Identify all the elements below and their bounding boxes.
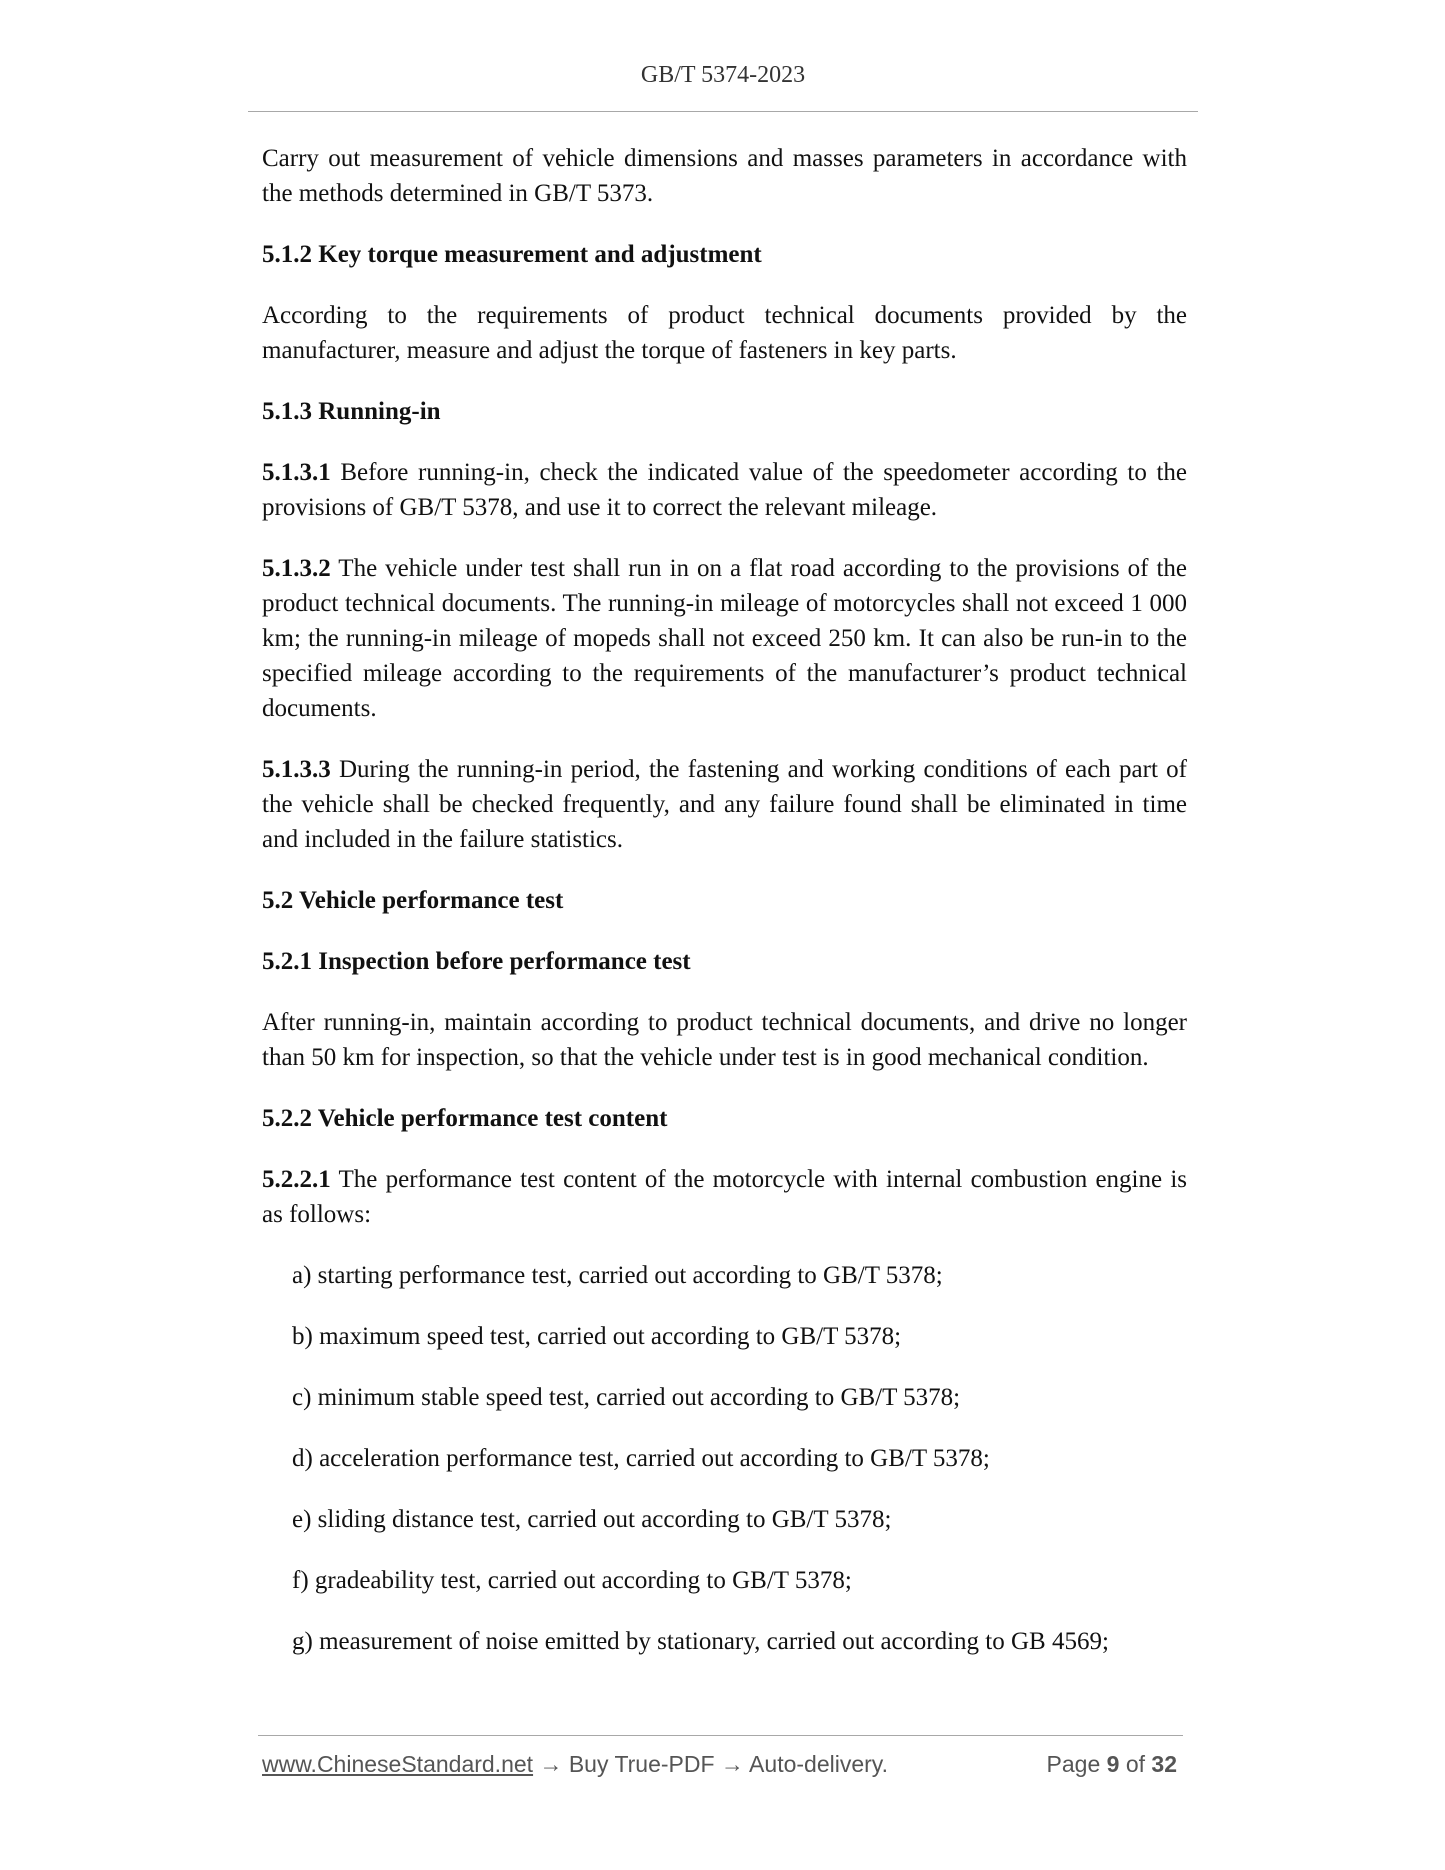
heading-5-2: 5.2 Vehicle performance test xyxy=(262,887,564,914)
clause-number: 5.1.3.3 xyxy=(262,756,331,783)
paragraph-5-1-3-3 xyxy=(262,752,1187,857)
footer-promo-text: → Buy True-PDF → Auto-delivery. xyxy=(533,1751,888,1777)
of-label: of xyxy=(1125,1751,1146,1777)
heading-5-1-3: 5.1.3 Running-in xyxy=(262,398,441,425)
list-item: e) sliding distance test, carried out according to GB/T 5378; xyxy=(292,1506,892,1533)
page-footer xyxy=(262,1751,1187,1785)
paragraph-5-2-2-1 xyxy=(262,1162,1187,1232)
page-number: 9 xyxy=(1106,1751,1120,1777)
list-item: a) starting performance test, carried out according to GB/T 5378; xyxy=(292,1262,943,1289)
page-header-title: GB/T 5374-2023 xyxy=(640,62,806,88)
heading-5-2-2: 5.2.2 Vehicle performance test content xyxy=(262,1105,668,1132)
clause-text: The vehicle under test shall run in on a flat road according to the provisions of the product technical documents. The running-in mileage of motorcycles shall not exceed 1 000 km; the running-in mileage of mopeds shall not exceed 250 km. It can also be run-in to the specified mileage according to the requirements of the manufacturer’s product technical documents. xyxy=(262,555,1187,722)
heading-5-2-1: 5.2.1 Inspection before performance test xyxy=(262,948,691,975)
document-body xyxy=(262,141,1187,1685)
page-indicator xyxy=(1047,1751,1177,1778)
heading-5-1-2: 5.1.2 Key torque measurement and adjustment xyxy=(262,241,762,268)
header-divider xyxy=(248,111,1198,112)
list-item: b) maximum speed test, carried out according to GB/T 5378; xyxy=(292,1323,902,1350)
website-link[interactable]: www.ChineseStandard.net xyxy=(262,1751,534,1777)
clause-text: The performance test content of the motorcycle with internal combustion engine is as follows: xyxy=(262,1166,1187,1228)
clause-number: 5.1.3.2 xyxy=(262,555,331,582)
list-item: c) minimum stable speed test, carried out according to GB/T 5378; xyxy=(292,1384,961,1411)
paragraph-5-1-3-2 xyxy=(262,551,1187,726)
page-label: Page xyxy=(1046,1751,1101,1777)
page-total: 32 xyxy=(1151,1751,1177,1777)
clause-number: 5.1.3.1 xyxy=(262,459,331,486)
footer-divider xyxy=(258,1735,1183,1736)
paragraph-5-2-1: After running-in, maintain according to product technical documents, and drive no longer than 50 km for inspection, so that the vehicle under test is in good mechanical condition. xyxy=(262,1009,1187,1071)
clause-text: Before running-in, check the indicated value of the speedometer according to the provisions of GB/T 5378, and use it to correct the relevant mileage. xyxy=(262,459,1187,521)
paragraph-5-1-3-1 xyxy=(262,455,1187,525)
footer-promo xyxy=(262,1751,888,1778)
intro-paragraph: Carry out measurement of vehicle dimensions and masses parameters in accordance with the methods determined in GB/T 5373. xyxy=(262,145,1187,207)
paragraph-5-1-2: According to the requirements of product technical documents provided by the manufacturer, measure and adjust the torque of fasteners in key parts. xyxy=(262,302,1187,364)
clause-number: 5.2.2.1 xyxy=(262,1166,331,1193)
list-item: d) acceleration performance test, carried out according to GB/T 5378; xyxy=(292,1445,990,1472)
clause-text: During the running-in period, the fastening and working conditions of each part of the vehicle shall be checked frequently, and any failure found shall be eliminated in time and included in the failure statistics. xyxy=(262,756,1187,853)
list-item: f) gradeability test, carried out according to GB/T 5378; xyxy=(292,1567,852,1594)
list-item: g) measurement of noise emitted by stationary, carried out according to GB 4569; xyxy=(292,1628,1109,1655)
